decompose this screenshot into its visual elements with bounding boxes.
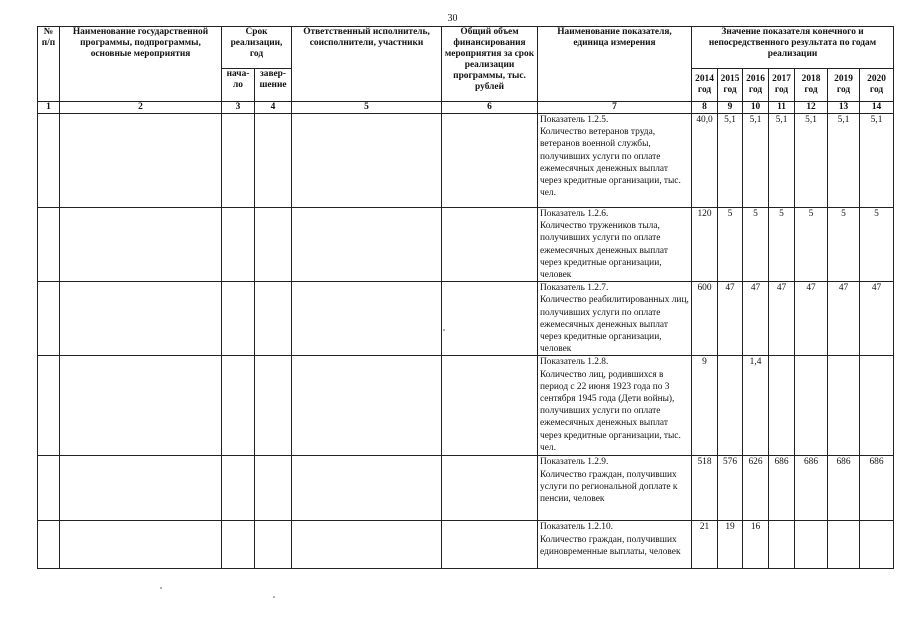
indicator-value: 40,0 [692,114,718,208]
indicator-value: 21 [692,521,718,569]
indicator-value [860,521,894,569]
empty-cell [60,114,222,208]
empty-cell [292,456,442,521]
empty-cell [255,282,292,356]
empty-cell [292,208,442,282]
indicator-value [769,521,795,569]
program-indicators-table [37,26,894,569]
empty-cell [292,521,442,569]
indicator-value [795,521,828,569]
empty-cell [38,208,60,282]
empty-cell [222,208,255,282]
indicator-value: 5,1 [795,114,828,208]
indicator-value: 5,1 [743,114,769,208]
empty-cell [255,114,292,208]
indicator-value: 686 [795,456,828,521]
header-term: Срок реализации, год [222,27,292,69]
indicator-value: 47 [795,282,828,356]
indicator-value: 5,1 [718,114,743,208]
empty-cell [442,456,538,521]
indicator-value: 576 [718,456,743,521]
scan-speck [160,587,162,589]
empty-cell [255,208,292,282]
indicator-value [828,521,860,569]
header-year: 2017 год [769,69,795,102]
empty-cell [38,456,60,521]
empty-cell [442,208,538,282]
empty-cell [222,456,255,521]
empty-cell [38,521,60,569]
empty-cell [292,282,442,356]
empty-cell [255,456,292,521]
indicator-value: 16 [743,521,769,569]
column-number: 13 [828,102,860,114]
empty-cell [60,356,222,456]
header-indicator: Наименование показателя, единица измерения [538,27,692,102]
empty-cell [222,282,255,356]
column-number: 10 [743,102,769,114]
header-executor: Ответственный исполнитель, соисполнители, участники [292,27,442,102]
indicator-row [38,114,894,208]
column-number: 2 [60,102,222,114]
indicator-row [38,521,894,569]
indicator-row [38,282,894,356]
empty-cell [255,356,292,456]
header-year: 2019 год [828,69,860,102]
indicator-value: 19 [718,521,743,569]
indicator-name: Показатель 1.2.8. Количество лиц, родившихся в период с 22 июня 1923 года по 3 сентября 1945 года (Дети войны), получивших услуги по оплате ежемесячных денежных выплат через кредитные организации, тыс. чел. [538,356,692,456]
empty-cell [38,282,60,356]
indicator-value: 600 [692,282,718,356]
scan-speck [273,596,275,598]
empty-cell [442,114,538,208]
indicator-name: Показатель 1.2.7. Количество реабилитированных лиц, получивших услуги по оплате ежемесячных денежных выплат через кредитные организации, человек [538,282,692,356]
empty-cell [222,114,255,208]
empty-cell [38,114,60,208]
column-numbers-row [38,102,894,114]
indicator-value: 5 [795,208,828,282]
empty-cell [442,282,538,356]
column-number: 14 [860,102,894,114]
indicator-name: Показатель 1.2.6. Количество тружеников тыла, получивших услуги по оплате ежемесячных денежных выплат через кредитные организации, человек [538,208,692,282]
column-number: 5 [292,102,442,114]
indicator-value: 5,1 [860,114,894,208]
header-year: 2015 год [718,69,743,102]
header-program-name: Наименование государственной программы, подпрограммы, основные мероприятия [60,27,222,102]
column-number: 3 [222,102,255,114]
page-number: 30 [447,13,458,24]
indicator-value: 5,1 [769,114,795,208]
empty-cell [60,456,222,521]
column-number: 12 [795,102,828,114]
indicator-value: 1,4 [743,356,769,456]
indicator-value: 686 [860,456,894,521]
empty-cell [255,521,292,569]
header-funding: Общий объем финансирования мероприятия за срок реализации программы, тыс. рублей [442,27,538,102]
indicator-row [38,456,894,521]
indicator-value: 47 [743,282,769,356]
header-term-end: завер-шение [255,69,292,102]
header-term-start: нача-ло [222,69,255,102]
indicator-row [38,208,894,282]
header-year: 2016 год [743,69,769,102]
empty-cell [38,356,60,456]
empty-cell [60,208,222,282]
indicator-value [769,356,795,456]
indicator-value [860,356,894,456]
header-values: Значение показателя конечного и непосредственного результата по годам реализации [692,27,894,69]
indicator-rows [38,114,894,569]
indicator-value: 9 [692,356,718,456]
column-number: 6 [442,102,538,114]
indicator-value: 686 [769,456,795,521]
indicator-value: 5 [718,208,743,282]
empty-cell [60,282,222,356]
empty-cell [222,356,255,456]
column-number: 9 [718,102,743,114]
indicator-value [718,356,743,456]
indicator-value: 5,1 [828,114,860,208]
indicator-value: 47 [828,282,860,356]
indicator-name: Показатель 1.2.9. Количество граждан, получивших услуги по региональной доплате к пенсии, человек [538,456,692,521]
indicator-value [795,356,828,456]
column-number: 8 [692,102,718,114]
indicator-value: 47 [860,282,894,356]
header-year: 2018 год [795,69,828,102]
empty-cell [60,521,222,569]
indicator-value: 5 [769,208,795,282]
empty-cell [292,114,442,208]
empty-cell [442,356,538,456]
indicator-value [828,356,860,456]
indicator-value: 5 [860,208,894,282]
scan-speck [443,329,445,331]
indicator-name: Показатель 1.2.5. Количество ветеранов труда, ветеранов военной службы, получивших услуги по оплате ежемесячных денежных выплат через кредитные организации, тыс. чел. [538,114,692,208]
indicator-value: 518 [692,456,718,521]
indicator-name: Показатель 1.2.10. Количество граждан, получивших единовременные выплаты, человек [538,521,692,569]
header-number: № п/п [38,27,60,102]
empty-cell [442,521,538,569]
indicator-value: 5 [828,208,860,282]
column-number: 11 [769,102,795,114]
column-number: 1 [38,102,60,114]
indicator-row [38,356,894,456]
header-year: 2014 год [692,69,718,102]
empty-cell [292,356,442,456]
empty-cell [222,521,255,569]
column-number: 4 [255,102,292,114]
indicator-value: 626 [743,456,769,521]
indicator-value: 120 [692,208,718,282]
indicator-value: 47 [718,282,743,356]
indicator-value: 5 [743,208,769,282]
indicator-value: 686 [828,456,860,521]
column-number: 7 [538,102,692,114]
header-year: 2020 год [860,69,894,102]
indicator-value: 47 [769,282,795,356]
